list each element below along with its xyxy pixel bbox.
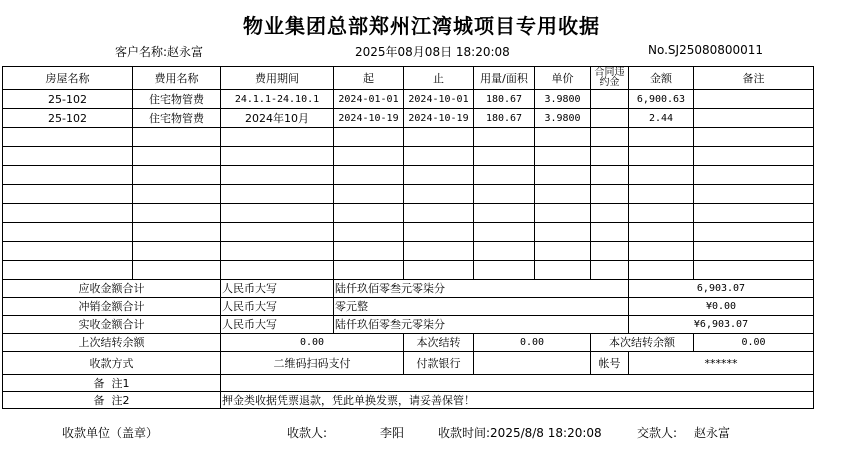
col-header-remark: 备注 [694,67,814,90]
carry-balance-value: 0.00 [694,334,814,352]
table-row [3,90,814,109]
payment-method-value: 二维码扫码支付 [221,352,404,375]
last-balance-label: 上次结转余额 [3,334,221,352]
col-header-fee: 费用名称 [133,67,221,90]
cell-fee: 住宅物管费 [133,109,221,128]
receivable-amount: 6,903.07 [629,280,814,298]
note2-label: 备 注2 [3,392,221,409]
payer-name: 赵永富 [694,426,731,440]
account-label: 帐号 [591,352,629,375]
this-carry-label: 本次结转 [404,334,474,352]
receivable-amount-words: 陆仟玖佰零叁元零柒分 [334,280,629,298]
offset-amount: ¥0.00 [629,298,814,316]
col-header-start: 起 [334,67,404,90]
last-balance-value: 0.00 [221,334,404,352]
col-header-amount: 金额 [629,67,694,90]
cell-room: 25-102 [3,109,133,128]
col-header-price: 单价 [535,67,591,90]
empty-row [3,185,814,204]
carryover-row [3,334,814,352]
payee-label: 收款人: [287,426,328,440]
receivable-total-label: 应收金额合计 [3,280,221,298]
cell-remark [694,90,814,109]
note2-value: 押金类收据凭票退款，凭此单换发票，请妥善保管！ [221,392,814,409]
empty-row [3,223,814,242]
receipt-title: 物业集团总部郑州江湾城项目专用收据 [243,14,600,38]
empty-row [3,204,814,223]
col-header-room: 房屋名称 [3,67,133,90]
empty-row [3,166,814,185]
cell-price: 3.9800 [535,109,591,128]
empty-row [3,147,814,166]
cell-penalty [591,109,629,128]
note1-label: 备 注1 [3,375,221,392]
payment-bank-value [474,352,591,375]
cell-remark [694,109,814,128]
cell-amount: 6,900.63 [629,90,694,109]
received-total-label: 实收金额合计 [3,316,221,334]
customer-name: 客户名称:赵永富 [115,45,204,59]
account-value: ****** [629,352,814,375]
receivable-rmb-label: 人民币大写 [221,280,334,298]
col-header-penalty: 合同违 约金 [591,67,629,90]
cell-amount: 2.44 [629,109,694,128]
payment-bank-label: 付款银行 [404,352,474,375]
receipt-number: No.SJ25080800011 [648,43,764,57]
cell-start: 2024-10-19 [334,109,404,128]
payment-row [3,352,814,375]
table-header-row [3,67,814,90]
cell-end: 2024-10-19 [404,109,474,128]
this-carry-value: 0.00 [474,334,591,352]
receipt-time: 收款时间:2025/8/8 18:20:08 [438,426,602,440]
cell-qty: 180.67 [474,109,535,128]
offset-total-label: 冲销金额合计 [3,298,221,316]
cell-fee: 住宅物管费 [133,90,221,109]
offset-amount-words: 零元整 [334,298,629,316]
carry-balance-label: 本次结转余额 [591,334,694,352]
empty-row [3,242,814,261]
table-row [3,109,814,128]
receipt-table [2,66,814,409]
payee-name: 李阳 [380,426,405,440]
cell-room: 25-102 [3,90,133,109]
note1-row [3,375,814,392]
cell-end: 2024-10-01 [404,90,474,109]
empty-row [3,261,814,280]
col-header-end: 止 [404,67,474,90]
note2-row [3,392,814,409]
receipt-datetime: 2025年08月08日 18:20:08 [355,45,510,59]
note1-value [221,375,814,392]
cell-penalty [591,90,629,109]
offset-total-row [3,298,814,316]
cell-start: 2024-01-01 [334,90,404,109]
received-total-row [3,316,814,334]
received-amount-words: 陆仟玖佰零叁元零柒分 [334,316,629,334]
cell-period: 24.1.1-24.10.1 [221,90,334,109]
payment-method-label: 收款方式 [3,352,221,375]
empty-row [3,128,814,147]
col-header-qty: 用量/面积 [474,67,535,90]
receiving-unit-stamp: 收款单位（盖章） [62,426,159,440]
cell-period: 2024年10月 [221,109,334,128]
offset-rmb-label: 人民币大写 [221,298,334,316]
cell-qty: 180.67 [474,90,535,109]
col-header-period: 费用期间 [221,67,334,90]
cell-price: 3.9800 [535,90,591,109]
receivable-total-row [3,280,814,298]
received-amount: ¥6,903.07 [629,316,814,334]
payer-label: 交款人: [637,426,678,440]
received-rmb-label: 人民币大写 [221,316,334,334]
